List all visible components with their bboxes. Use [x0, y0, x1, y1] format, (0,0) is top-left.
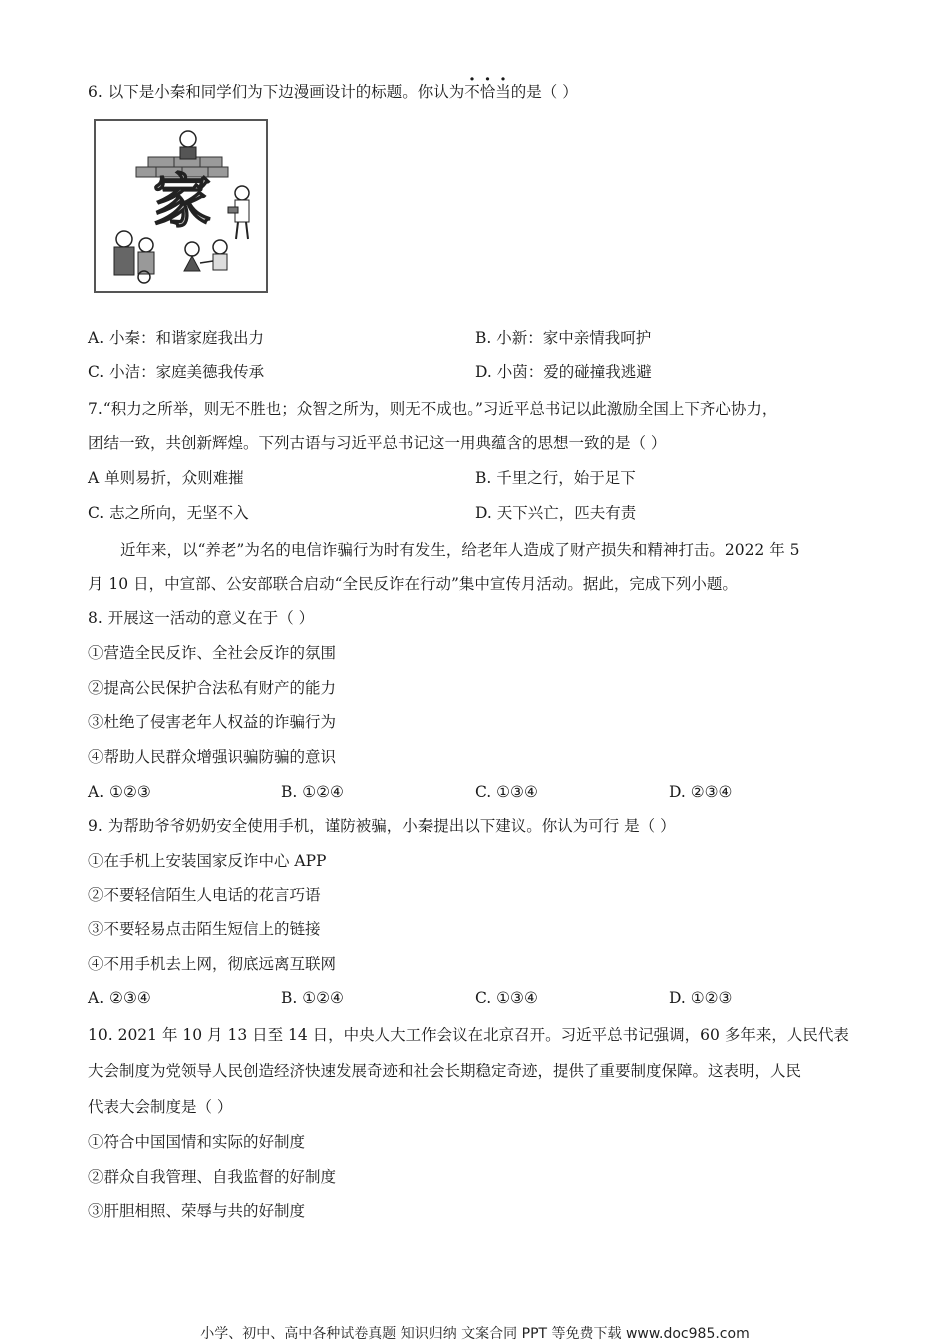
cartoon-character: 家 [152, 167, 212, 235]
q9-item: ②不要轻信陌生人电话的花言巧语 [88, 886, 321, 904]
q10-stem-line3: 代表大会制度是（ ） [88, 1098, 233, 1116]
emphasis-char: 恰 [479, 83, 496, 101]
q10-item: ②群众自我管理、自我监督的好制度 [88, 1168, 337, 1186]
material-line1: 近年来，以“养老”为名的电信诈骗行为时有发生，给老年人造成了财产损失和精神打击。2022 年 5 [120, 541, 800, 559]
family-cartoon-drawing [96, 121, 266, 291]
q9-option-d: D. ①②③ [669, 989, 733, 1007]
q9-option-b: B. ①②④ [281, 989, 344, 1007]
q7-option-c: C. 志之所向，无坚不入 [88, 504, 249, 522]
q9-item: ①在手机上安装国家反诈中心 APP [88, 852, 327, 870]
q10-stem-line2: 大会制度为党领导人民创造经济快速发展奇迹和社会长期稳定奇迹，提供了重要制度保障。这表明，人民 [88, 1062, 802, 1080]
q10-item: ①符合中国国情和实际的好制度 [88, 1133, 306, 1151]
q8-option-c: C. ①③④ [475, 783, 538, 801]
family-cartoon-image [94, 119, 268, 293]
q6-stem: 6. 以下是小秦和同学们为下边漫画设计的标题。你认为不恰当的是（ ） [88, 83, 578, 101]
q7-option-d: D. 天下兴亡，匹夫有责 [475, 504, 637, 522]
q8-option-b: B. ①②④ [281, 783, 344, 801]
material-line2: 月 10 日，中宣部、公安部联合启动“全民反诈在行动”集中宣传月活动。据此，完成下列小题。 [88, 575, 738, 593]
q6-option-b: B. 小新：家中亲情我呵护 [475, 329, 652, 347]
q8-item: ④帮助人民群众增强识骗防骗的意识 [88, 748, 337, 766]
q8-stem: 8. 开展这一活动的意义在于（ ） [88, 609, 315, 627]
q7-stem-line1: 7.“积力之所举，则无不胜也；众智之所为，则无不成也。”习近平总书记以此激励全国上下齐心协力， [88, 400, 778, 418]
q9-option-c: C. ①③④ [475, 989, 538, 1007]
q10-item: ③肝胆相照、荣辱与共的好制度 [88, 1202, 306, 1220]
q7-option-a: A 单则易折，众则难摧 [88, 469, 244, 487]
emphasis-char: 当 [495, 83, 511, 101]
q9-item: ③不要轻易点击陌生短信上的链接 [88, 920, 321, 938]
q9-option-a: A. ②③④ [88, 989, 151, 1007]
q8-item: ①营造全民反诈、全社会反诈的氛围 [88, 644, 337, 662]
q7-option-b: B. 千里之行，始于足下 [475, 469, 636, 487]
q9-stem: 9. 为帮助爷爷奶奶安全使用手机，谨防被骗，小秦提出以下建议。你认为可行 是（ ） [88, 817, 676, 835]
q9-item: ④不用手机去上网，彻底远离互联网 [88, 955, 337, 973]
q10-stem-line1: 10. 2021 年 10 月 13 日至 14 日，中央人大工作会议在北京召开。习近平总书记强调，60 多年来，人民代表 [88, 1026, 849, 1044]
q8-option-a: A. ①②③ [88, 783, 151, 801]
q8-item: ②提高公民保护合法私有财产的能力 [88, 679, 337, 697]
q8-item: ③杜绝了侵害老年人权益的诈骗行为 [88, 713, 337, 731]
q6-option-d: D. 小茵：爱的碰撞我逃避 [475, 363, 652, 381]
q8-option-d: D. ②③④ [669, 783, 733, 801]
q7-stem-line2: 团结一致，共创新辉煌。下列古语与习近平总书记这一用典蕴含的思想一致的是（ ） [88, 434, 667, 452]
q6-option-c: C. 小洁：家庭美德我传承 [88, 363, 265, 381]
q6-option-a: A. 小秦：和谐家庭我出力 [88, 329, 265, 347]
page-footer: 小学、初中、高中各种试卷真题 知识归纳 文案合同 PPT 等免费下载 www.doc985.com [200, 1326, 750, 1342]
emphasis-char: 不 [464, 83, 480, 101]
